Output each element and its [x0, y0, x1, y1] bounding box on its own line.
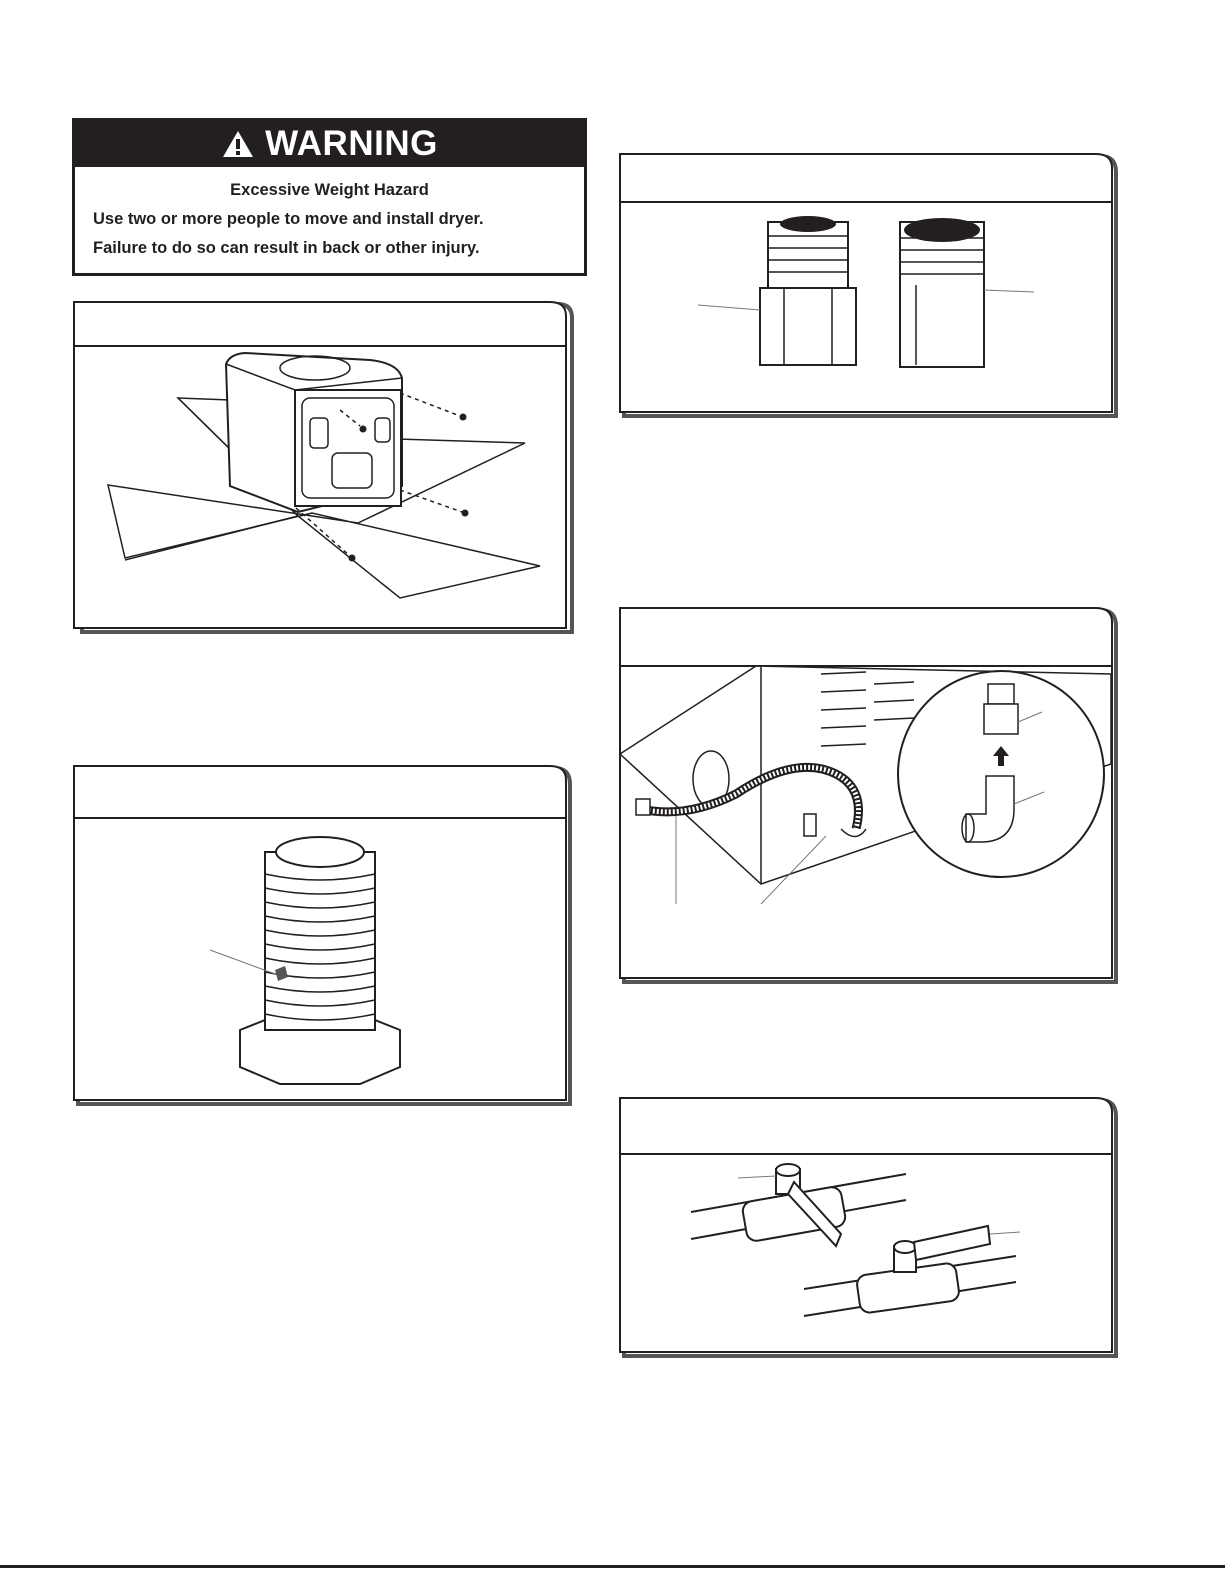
footer-rule	[0, 1565, 1225, 1568]
warning-header	[75, 121, 584, 167]
figure-shutoff-valve	[616, 1094, 1121, 1360]
flex-connector-icon	[616, 604, 1121, 986]
threaded-pipe-icon	[70, 762, 575, 1107]
figure-dryer-on-cardboard	[70, 298, 575, 636]
dryer-base-screws-icon	[70, 298, 575, 636]
warning-instruction: Use two or more people to move and install dryer.	[93, 210, 484, 228]
warning-title: WARNING	[265, 124, 438, 163]
warning-triangle-icon	[221, 129, 255, 159]
warning-label	[72, 118, 587, 276]
flare-fitting-icon	[616, 150, 1121, 420]
figure-gas-pipe-sealant	[70, 762, 575, 1107]
hazard-title: Excessive Weight Hazard	[230, 181, 429, 199]
figure-gas-connector	[616, 604, 1121, 986]
figure-fitting-threads	[616, 150, 1121, 420]
warning-consequence: Failure to do so can result in back or other injury.	[93, 239, 480, 257]
shutoff-valve-icon	[616, 1094, 1121, 1360]
